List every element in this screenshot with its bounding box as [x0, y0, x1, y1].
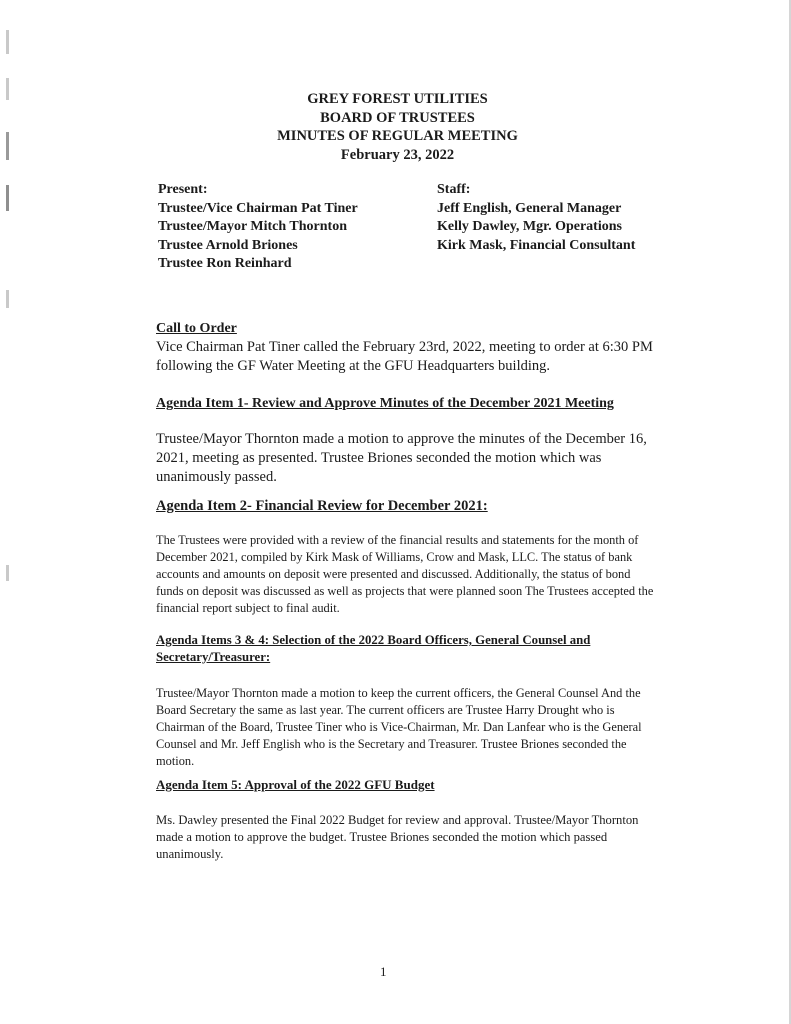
agenda-items-3-4-heading: Agenda Items 3 & 4: Selection of the 2022 Board Officers, General Counsel and Secretary/Treasurer: [156, 633, 591, 664]
agenda-items-3-4-text: Trustee/Mayor Thornton made a motion to keep the current officers, the General Counsel And the Board Secretary the same as last year. The current officers are Trustee Harry Drought who is Chairman of the Board, Trustee Tiner who is Vice-Chairman, Mr. Dan Lanfear who is the General Counsel and Mr. Jeff English who is the Secretary and Treasurer. Trustee Briones seconded the motion. [156, 686, 642, 768]
board-name: BOARD OF TRUSTEES [320, 109, 475, 126]
call-to-order-heading: Call to Order [156, 321, 237, 336]
scan-edge-mark [6, 565, 9, 581]
agenda-item-1-text: Trustee/Mayor Thornton made a motion to approve the minutes of the December 16, 2021, meeting as presented. Trustee Briones seconded the motion which was unanimously passed. [156, 431, 647, 485]
scan-edge-mark [6, 290, 9, 308]
staff-member: Jeff English, General Manager [437, 200, 622, 216]
call-to-order-text: Vice Chairman Pat Tiner called the February 23rd, 2022, meeting to order at 6:30 PM following the GF Water Meeting at the GFU Headquarters building. [156, 339, 653, 374]
agenda-item-2-heading: Agenda Item 2- Financial Review for December 2021: [156, 498, 488, 514]
scan-edge-mark [6, 78, 9, 100]
org-name: GREY FOREST UTILITIES [307, 91, 488, 107]
present-member: Trustee/Vice Chairman Pat Tiner [158, 200, 358, 216]
staff-label: Staff: [437, 182, 471, 197]
staff-member: Kelly Dawley, Mgr. Operations [437, 219, 622, 234]
agenda-item-5-heading: Agenda Item 5: Approval of the 2022 GFU Budget [156, 777, 435, 792]
present-member: Trustee/Mayor Mitch Thornton [158, 219, 347, 234]
agenda-item-5-text: Ms. Dawley presented the Final 2022 Budget for review and approval. Trustee/Mayor Thornton made a motion to approve the budget. Trustee Briones seconded the motion which passed unanimously. [156, 813, 639, 861]
agenda-item-1-heading: Agenda Item 1- Review and Approve Minutes of the December 2021 Meeting [156, 396, 614, 411]
scan-edge-mark [6, 185, 9, 211]
staff-member: Kirk Mask, Financial Consultant [437, 237, 636, 253]
staff-list [437, 181, 697, 255]
present-label: Present: [158, 182, 208, 197]
present-list [158, 181, 408, 274]
page-number: 1 [380, 964, 387, 979]
scan-edge-mark [6, 30, 9, 54]
present-member: Trustee Ron Reinhard [158, 256, 292, 271]
scan-edge-mark [6, 132, 9, 160]
document-header [200, 90, 595, 164]
agenda-item-2-text: The Trustees were provided with a review of the financial results and statements for the month of December 2021, compiled by Kirk Mask of Williams, Crow and Mask, LLC. The status of bank accounts and amounts on deposit were presented and discussed. Additionally, the status of bond funds on deposit was discussed as well as projects that were planned soon The Trustees accepted the financial report subject to final audit. [156, 533, 654, 615]
meeting-date: February 23, 2022 [340, 146, 455, 163]
document-title: MINUTES OF REGULAR MEETING [277, 128, 518, 144]
present-member: Trustee Arnold Briones [158, 237, 298, 253]
